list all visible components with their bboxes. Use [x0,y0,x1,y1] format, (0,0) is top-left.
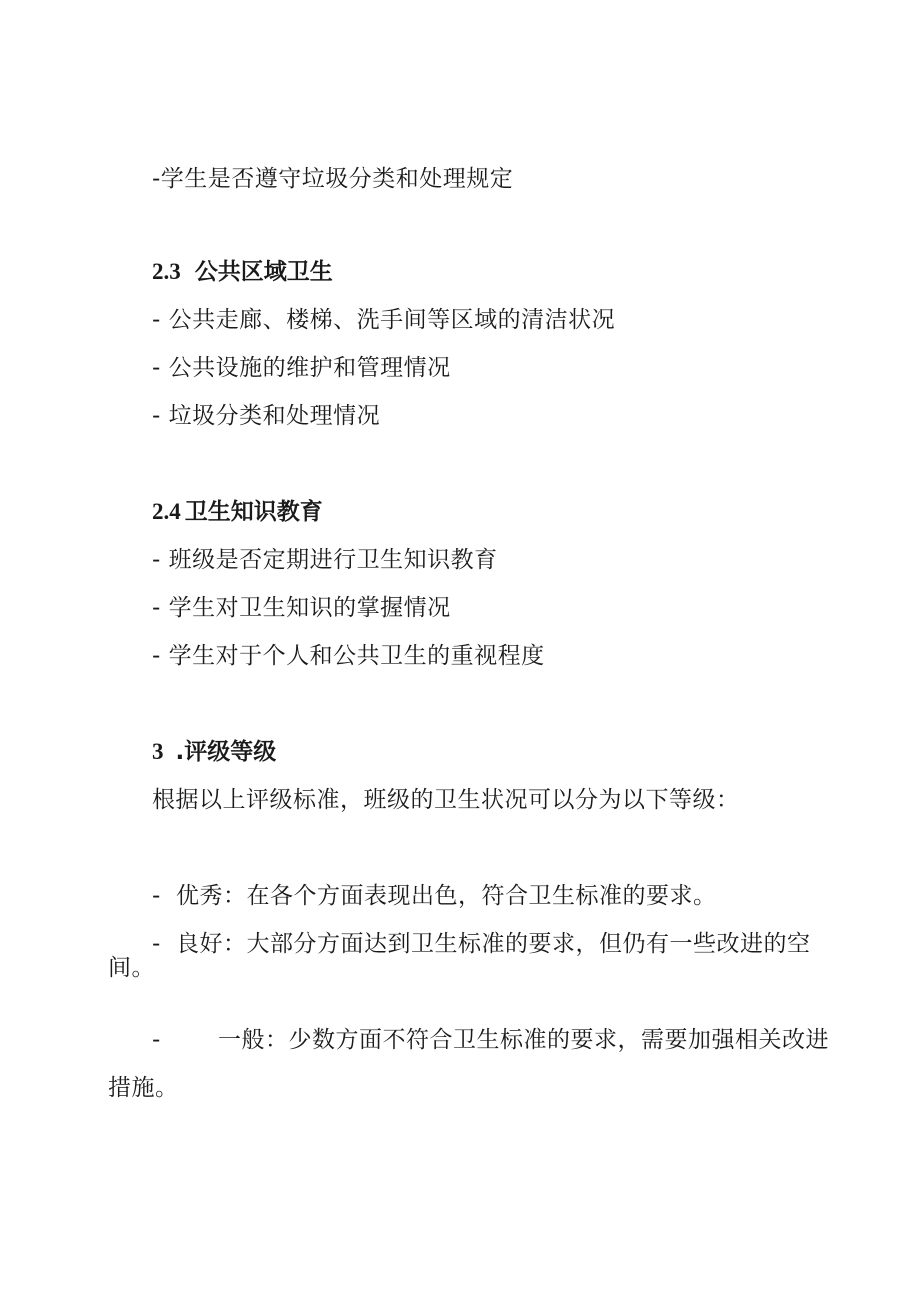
grade-good-continued: 间。 [108,955,155,981]
section-number: 2.3 [152,259,181,284]
section-heading-2-3 [152,257,333,287]
grade-good: 良好：大部分方面达到卫生标准的要求，但仍有一些改进的空 [176,931,811,957]
section-heading-3 [152,737,276,767]
grade-dash: - [152,931,161,957]
list-item: - 公共设施的维护和管理情况 [152,355,451,381]
grade-excellent: 优秀：在各个方面表现出色，符合卫生标准的要求。 [176,883,717,909]
grade-average-continued: 措施。 [108,1075,179,1101]
list-item: - 公共走廊、楼梯、洗手间等区域的清洁状况 [152,307,616,333]
section-number: 3 [152,739,164,764]
section-heading-2-4 [152,497,323,527]
grade-dash: - [152,883,161,909]
intro-paragraph: 根据以上评级标准，班级的卫生状况可以分为以下等级： [152,787,740,813]
list-item: - 学生对于个人和公共卫生的重视程度 [152,643,545,669]
section-title: 卫生知识教育 [184,499,323,525]
section-title: 公共区域卫生 [194,259,333,285]
section-number: 2.4 [152,499,181,524]
list-item: - 学生对卫生知识的掌握情况 [152,595,451,621]
list-item: - 垃圾分类和处理情况 [152,403,381,429]
grade-average: 一般：少数方面不符合卫生标准的要求，需要加强相关改进 [218,1027,829,1053]
list-item: -学生是否遵守垃圾分类和处理规定 [152,166,514,192]
grade-dash: - [152,1027,161,1053]
section-title: .评级等级 [175,739,277,765]
list-item: - 班级是否定期进行卫生知识教育 [152,547,498,573]
